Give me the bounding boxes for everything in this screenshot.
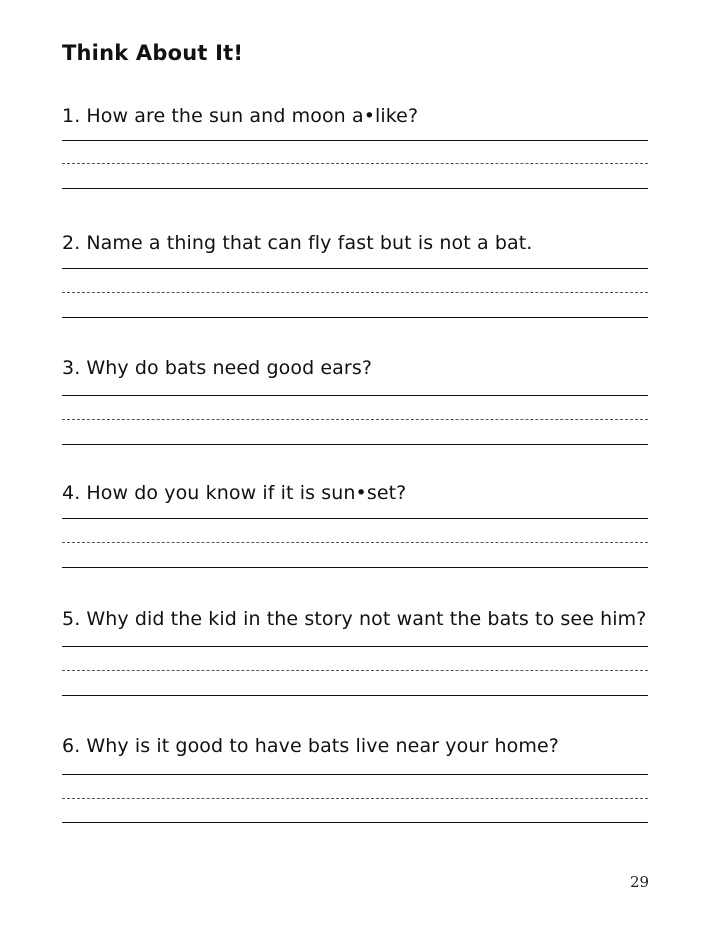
question-3-prompt: Why do bats need good ears? [86, 357, 373, 379]
question-5-number: 5. [62, 608, 81, 630]
question-2-number: 2. [62, 232, 81, 254]
question-6-text [62, 735, 662, 757]
question-5-prompt: Why did the kid in the story not want the bats to see him? [86, 608, 647, 630]
answer-line-bottom[interactable] [62, 188, 648, 189]
question-1-number: 1. [62, 105, 81, 127]
answer-line-top[interactable] [62, 518, 648, 519]
question-3-number: 3. [62, 357, 81, 379]
question-4-number: 4. [62, 482, 81, 504]
question-2-prompt: Name a thing that can fly fast but is not a bat. [86, 232, 533, 254]
question-6-prompt: Why is it good to have bats live near your home? [86, 735, 559, 757]
worksheet-title: Think About It! [62, 41, 244, 65]
question-4-prompt: How do you know if it is sun•set? [86, 482, 407, 504]
question-3 [62, 357, 662, 379]
answer-line-bottom[interactable] [62, 444, 648, 445]
answer-line-bottom[interactable] [62, 822, 648, 823]
answer-line-bottom[interactable] [62, 567, 648, 568]
answer-line-top[interactable] [62, 646, 648, 647]
question-2 [62, 232, 662, 254]
question-6-number: 6. [62, 735, 81, 757]
answer-line-top[interactable] [62, 395, 648, 396]
answer-line-dashed [62, 419, 648, 420]
answer-line-dashed [62, 292, 648, 293]
question-1-text [62, 105, 662, 127]
question-1-prompt: How are the sun and moon a•like? [86, 105, 419, 127]
answer-line-bottom[interactable] [62, 695, 648, 696]
answer-line-dashed [62, 163, 648, 164]
question-5 [62, 608, 662, 630]
page-number: 29 [630, 873, 650, 891]
answer-line-dashed [62, 798, 648, 799]
question-1 [62, 105, 662, 127]
question-5-text [62, 608, 662, 630]
answer-line-bottom[interactable] [62, 317, 648, 318]
answer-line-top[interactable] [62, 140, 648, 141]
question-4 [62, 482, 662, 504]
question-3-text [62, 357, 662, 379]
question-6 [62, 735, 662, 757]
question-2-text [62, 232, 662, 254]
answer-line-dashed [62, 670, 648, 671]
answer-line-dashed [62, 542, 648, 543]
answer-line-top[interactable] [62, 774, 648, 775]
question-4-text [62, 482, 662, 504]
answer-line-top[interactable] [62, 268, 648, 269]
